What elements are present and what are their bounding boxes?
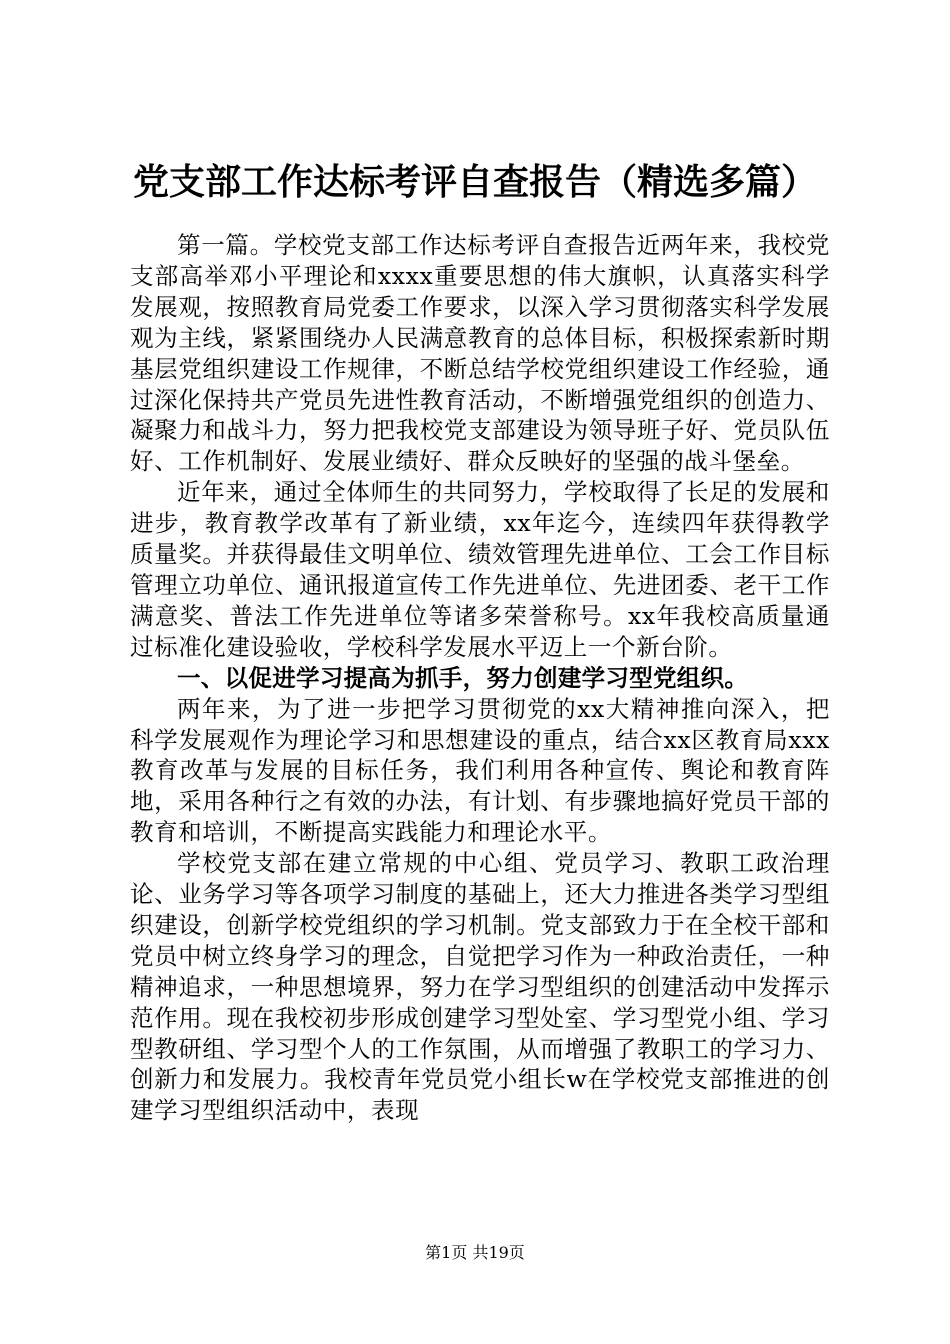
paragraph-3: 两年来，为了进一步把学习贯彻党的xx大精神推向深入，把科学发展观作为理论学习和思想建设的重点，结合xx区教育局xxx教育改革与发展的目标任务，我们利用各种宣传、舆论和教育阵地，采用各种行之有效的办法，有计划、有步骤地搞好党员干部的教育和培训，不断提高实践能力和理论水平。 xyxy=(130,694,830,847)
document-body xyxy=(130,230,830,1126)
paragraph-2: 近年来，通过全体师生的共同努力，学校取得了长足的发展和进步，教育教学改革有了新业绩，xx年迄今，连续四年获得教学质量奖。并获得最佳文明单位、绩效管理先进单位、工会工作目标管理立功单位、通讯报道宣传工作先进单位、先进团委、老干工作满意奖、普法工作先进单位等诸多荣誉称号。xx年我校高质量通过标准化建设验收，学校科学发展水平迈上一个新台阶。 xyxy=(130,478,830,661)
paragraph-1: 第一篇。学校党支部工作达标考评自查报告近两年来，我校党支部高举邓小平理论和xxxx重要思想的伟大旗帜，认真落实科学发展观，按照教育局党委工作要求，以深入学习贯彻落实科学发展观为主线，紧紧围绕办人民满意教育的总体目标，积极探索新时期基层党组织建设工作规律，不断总结学校党组织建设工作经验，通过深化保持共产党员先进性教育活动，不断增强党组织的创造力、凝聚力和战斗力，努力把我校党支部建设为领导班子好、党员队伍好、工作机制好、发展业绩好、群众反映好的坚强的战斗堡垒。 xyxy=(130,231,830,476)
document-title: 党支部工作达标考评自查报告（精选多篇） xyxy=(132,161,817,203)
page-footer: 第1页 共19页 xyxy=(425,1243,525,1262)
section-heading: 一、以促进学习提高为抓手，努力创建学习型党组织。 xyxy=(177,663,749,692)
paragraph-4: 学校党支部在建立常规的中心组、党员学习、教职工政治理论、业务学习等各项学习制度的基础上，还大力推进各类学习型组织建设，创新学校党组织的学习机制。党支部致力于在全校干部和党员中树立终身学习的理念，自觉把学习作为一种政治责任，一种精神追求，一种思想境界，努力在学习型组织的创建活动中发挥示范作用。现在我校初步形成创建学习型处室、学习型党小组、学习型教研组、学习型个人的工作氛围，从而增强了教职工的学习力、创新力和发展力。我校青年党员党小组长w在学校党支部推进的创建学习型组织活动中，表现 xyxy=(130,849,830,1125)
